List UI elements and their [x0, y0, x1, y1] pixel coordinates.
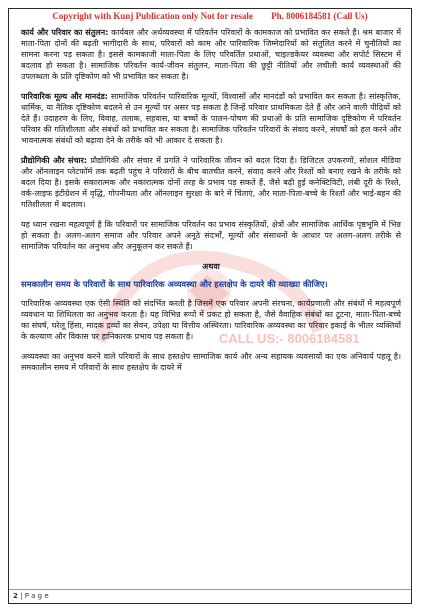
document-body — [21, 27, 401, 382]
paragraph-note: यह ध्यान रखना महत्वपूर्ण है कि परिवारों पर सामाजिक परिवर्तन का प्रभाव संस्कृतियों, क्षेत्रों और सामाजिक आर्थिक पृष्ठभूमि में भिन्न हो सकता है। अलग-अलग समाज और परिवार अपने अनूठे संदर्भों, मूल्यों और संसाधनों के आधार पर अलग-अलग तरीके से सामाजिक परिवर्तन का अनुभव और अनुकूलन कर सकते हैं। — [21, 220, 401, 251]
page-number: 2 — [13, 592, 18, 600]
paragraph-text: कार्यबल और अर्थव्यवस्था में परिवर्तन परिवारों के कामकाज को प्रभावित कर सकते हैं। श्रम बाजार में माता-पिता दोनों की बढ़ती भागीदारी के साथ, परिवारों को काम और पारिवारिक जिम्मेदारियों को संतुलित करने में चुनौतियों का सामना करना पड़ सकता है। इससे कामकाजी माता-पिता के लिए परिवर्तित प्रथाओं, चाइल्डकेयर व्यवस्था और सपोर्ट सिस्टम में बदलाव हो सकता है। सामाजिक परिवर्तन कार्य-जीवन संतुलन, माता-पिता की छुट्टी नीतियों और लचीली कार्य व्यवस्थाओं की उपलब्धता के प्रति दृष्टिकोण को भी प्रभावित कर सकता है। — [21, 28, 401, 81]
page-footer — [9, 589, 411, 603]
phone-contact: Ph. 8006184581 (Call Us) — [271, 11, 368, 21]
paragraph-technology-communication — [21, 155, 401, 210]
section-separator-or: अथवा — [202, 262, 220, 271]
paragraph-text: प्रौद्योगिकी और संचार में प्रगति ने पारिवारिक जीवन को बदल दिया है। डिजिटल उपकरणों, सोशल मीडिया और ऑनलाइन प्लेटफॉर्म तक बढ़ती पहुंच ने परिवारों के बीच बातचीत करने, संवाद करने और रिश्तों को बनाए रखने के तरीके को बदल दिया है। इसके सकारात्मक और नकारात्मक दोनों तरह के प्रभाव पड़ सकते हैं, जैसे बढ़ी हुई कनेक्टिविटी, लंबी दूरी के रिश्ते, वर्क-लाइफ इंटीग्रेशन में वृद्धि, गोपनीयता और ऑनलाइन सुरक्षा के बारे में चिंताएं, और माता-पिता-बच्चे के रिश्तों और भाई-बहन की गतिशीलता में बदलाव। — [21, 156, 401, 209]
paragraph-text: सामाजिक परिवर्तन पारिवारिक मूल्यों, विश्वासों और मानदंडों को प्रभावित कर सकता है। सांस्कृतिक, धार्मिक, या नैतिक दृष्टिकोण बदलने से उन मूल्यों पर असर पड़ सकता है जिन्हें परिवार प्राथमिकता देते हैं और आने वाली पीढ़ियों को देते हैं। उदाहरण के लिए, विवाह, तलाक, सहवास, या बच्चों के पालन-पोषण की प्रथाओं के प्रति सामाजिक दृष्टिकोण में परिवर्तन परिवार की गतिशीलता और संबंधों को प्रभावित कर सकता है। सामाजिक परिवर्तन परिवारों के संवाद करने, संघर्षों को हल करने और भावनात्मक संबंधों को बढ़ावा देने के तरीके को भी आकार दे सकता है। — [21, 92, 402, 145]
paragraph-heading: पारिवारिक मूल्य और मानदंड: — [21, 92, 108, 101]
paragraph-heading: प्रौद्योगिकी और संचार: — [21, 156, 88, 165]
paragraph-family-values — [21, 91, 401, 146]
paragraph-work-family-balance — [21, 27, 401, 82]
paragraph-intervention: अव्यवस्था का अनुभव करने वाले परिवारों के साथ हस्तक्षेप सामाजिक कार्य और अन्य सहायक व्यवसायों का एक अनिवार्य पहलू है। समकालीन समय में परिवारों के साथ हस्तक्षेप के दायरे में — [21, 352, 401, 372]
page-header — [9, 9, 411, 27]
paragraph-family-disorganization: पारिवारिक अव्यवस्था एक ऐसी स्थिति को संदर्भित करती है जिसमें एक परिवार अपनी संरचना, कार्यप्रणाली और संबंधों में महत्वपूर्ण व्यवधान या शिथिलता का अनुभव करता है। यह विभिन्न रूपों में प्रकट हो सकता है, जैसे वैवाहिक संबंधों का टूटना, माता-पिता-बच्चे का संघर्ष, घरेलू हिंसा, मादक द्रव्यों का सेवन, उपेक्षा या वित्तीय अस्थिरता। पारिवारिक अव्यवस्था का परिवार इकाई के भीतर व्यक्तियों के कल्याण और विकास पर हानिकारक प्रभाव पड़ सकता है। — [21, 299, 401, 341]
question-heading: समकालीन समय के परिवारों के साथ पारिवारिक अव्यवस्था और हस्तक्षेप के दायरे की व्याख्या कीजिए। — [21, 279, 328, 289]
watermark-phone: CALL US:- 8006184581 — [219, 331, 360, 346]
page-label: | P a g e — [20, 592, 49, 600]
copyright-notice: Copyright with Kunj Publication only Not for resale — [52, 11, 253, 21]
paragraph-heading: कार्य और परिवार का संतुलन: — [21, 28, 109, 37]
document-page — [8, 8, 412, 604]
